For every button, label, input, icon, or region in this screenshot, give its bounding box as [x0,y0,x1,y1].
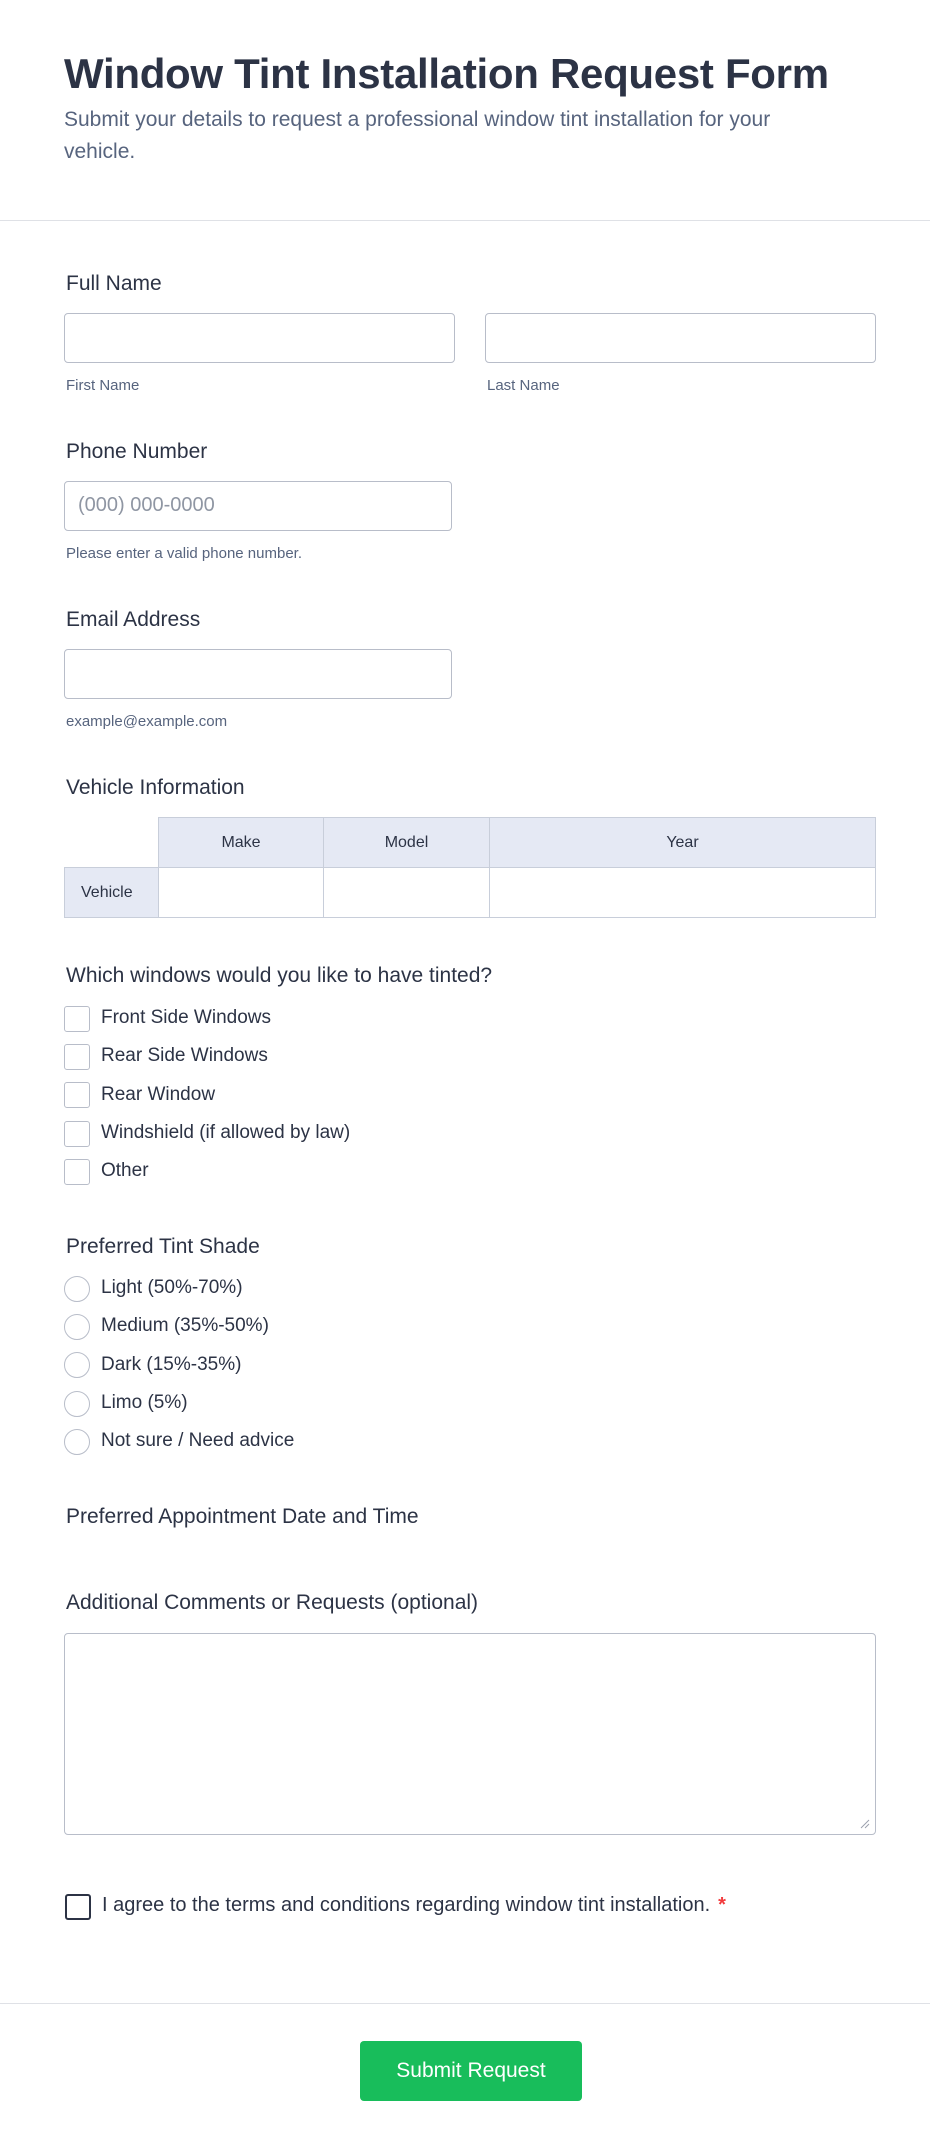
checkbox-windshield[interactable] [64,1121,90,1147]
matrix-header-model [323,817,490,868]
last-name-sublabel: Last Name [487,377,560,394]
resize-grip-icon[interactable] [860,1819,870,1829]
windows-label: Which windows would you like to have tinted? [66,964,493,987]
radio-light[interactable] [64,1276,90,1302]
checkbox-other[interactable] [64,1159,90,1185]
phone-label: Phone Number [66,440,208,463]
radio-label-medium: Medium (35%-50%) [101,1315,269,1336]
radio-label-light: Light (50%-70%) [101,1277,243,1298]
full-name-label: Full Name [66,272,162,295]
checkbox-front-side[interactable] [64,1006,90,1032]
radio-label-not-sure: Not sure / Need advice [101,1430,295,1451]
email-sublabel: example@example.com [66,713,228,730]
checkbox-label-front-side: Front Side Windows [101,1007,272,1028]
matrix-header-year [489,817,876,868]
radio-limo[interactable] [64,1391,90,1417]
terms-text: I agree to the terms and conditions regarding window tint installation. [102,1894,711,1916]
matrix-header-year-text: Year [489,817,876,868]
first-name-sublabel: First Name [66,377,140,394]
radio-label-dark: Dark (15%-35%) [101,1354,242,1375]
matrix-row-label: Vehicle [64,867,159,918]
checkbox-label-windshield: Windshield (if allowed by law) [101,1122,351,1143]
checkbox-rear-window[interactable] [64,1082,90,1108]
checkbox-label-rear-side: Rear Side Windows [101,1045,268,1066]
comments-textarea[interactable] [64,1633,876,1835]
terms-label [102,1894,726,1917]
matrix-header-make [158,817,324,868]
vehicle-label: Vehicle Information [66,776,245,799]
radio-not-sure[interactable] [64,1429,90,1455]
matrix-header-make-text: Make [158,817,324,868]
matrix-cell-year[interactable] [489,867,876,918]
radio-label-limo: Limo (5%) [101,1392,188,1413]
email-label: Email Address [66,608,201,631]
required-star: * [718,1894,726,1916]
first-name-input[interactable] [64,313,455,363]
phone-sublabel: Please enter a valid phone number. [66,545,302,562]
footer-divider [0,2003,930,2004]
matrix-cell-model[interactable] [323,867,490,918]
shade-label: Preferred Tint Shade [66,1235,260,1258]
header-divider [0,220,930,221]
radio-dark[interactable] [64,1352,90,1378]
matrix-cell-make[interactable] [158,867,324,918]
checkbox-rear-side[interactable] [64,1044,90,1070]
submit-button[interactable]: Submit Request [360,2041,582,2101]
appointment-label: Preferred Appointment Date and Time [66,1505,419,1528]
matrix-header-model-text: Model [323,817,490,868]
form-title: Window Tint Installation Request Form [64,50,829,97]
comments-label: Additional Comments or Requests (optional) [66,1591,479,1614]
radio-medium[interactable] [64,1314,90,1340]
form-subtitle: Submit your details to request a professional window tint installation for your vehicle. [64,108,771,163]
phone-placeholder: (000) 000-0000 [78,494,215,516]
checkbox-label-rear-window: Rear Window [101,1084,216,1105]
email-input[interactable] [64,649,452,699]
last-name-input[interactable] [485,313,876,363]
phone-input[interactable] [64,481,452,531]
terms-checkbox[interactable] [65,1894,91,1920]
checkbox-label-other: Other [101,1160,149,1181]
